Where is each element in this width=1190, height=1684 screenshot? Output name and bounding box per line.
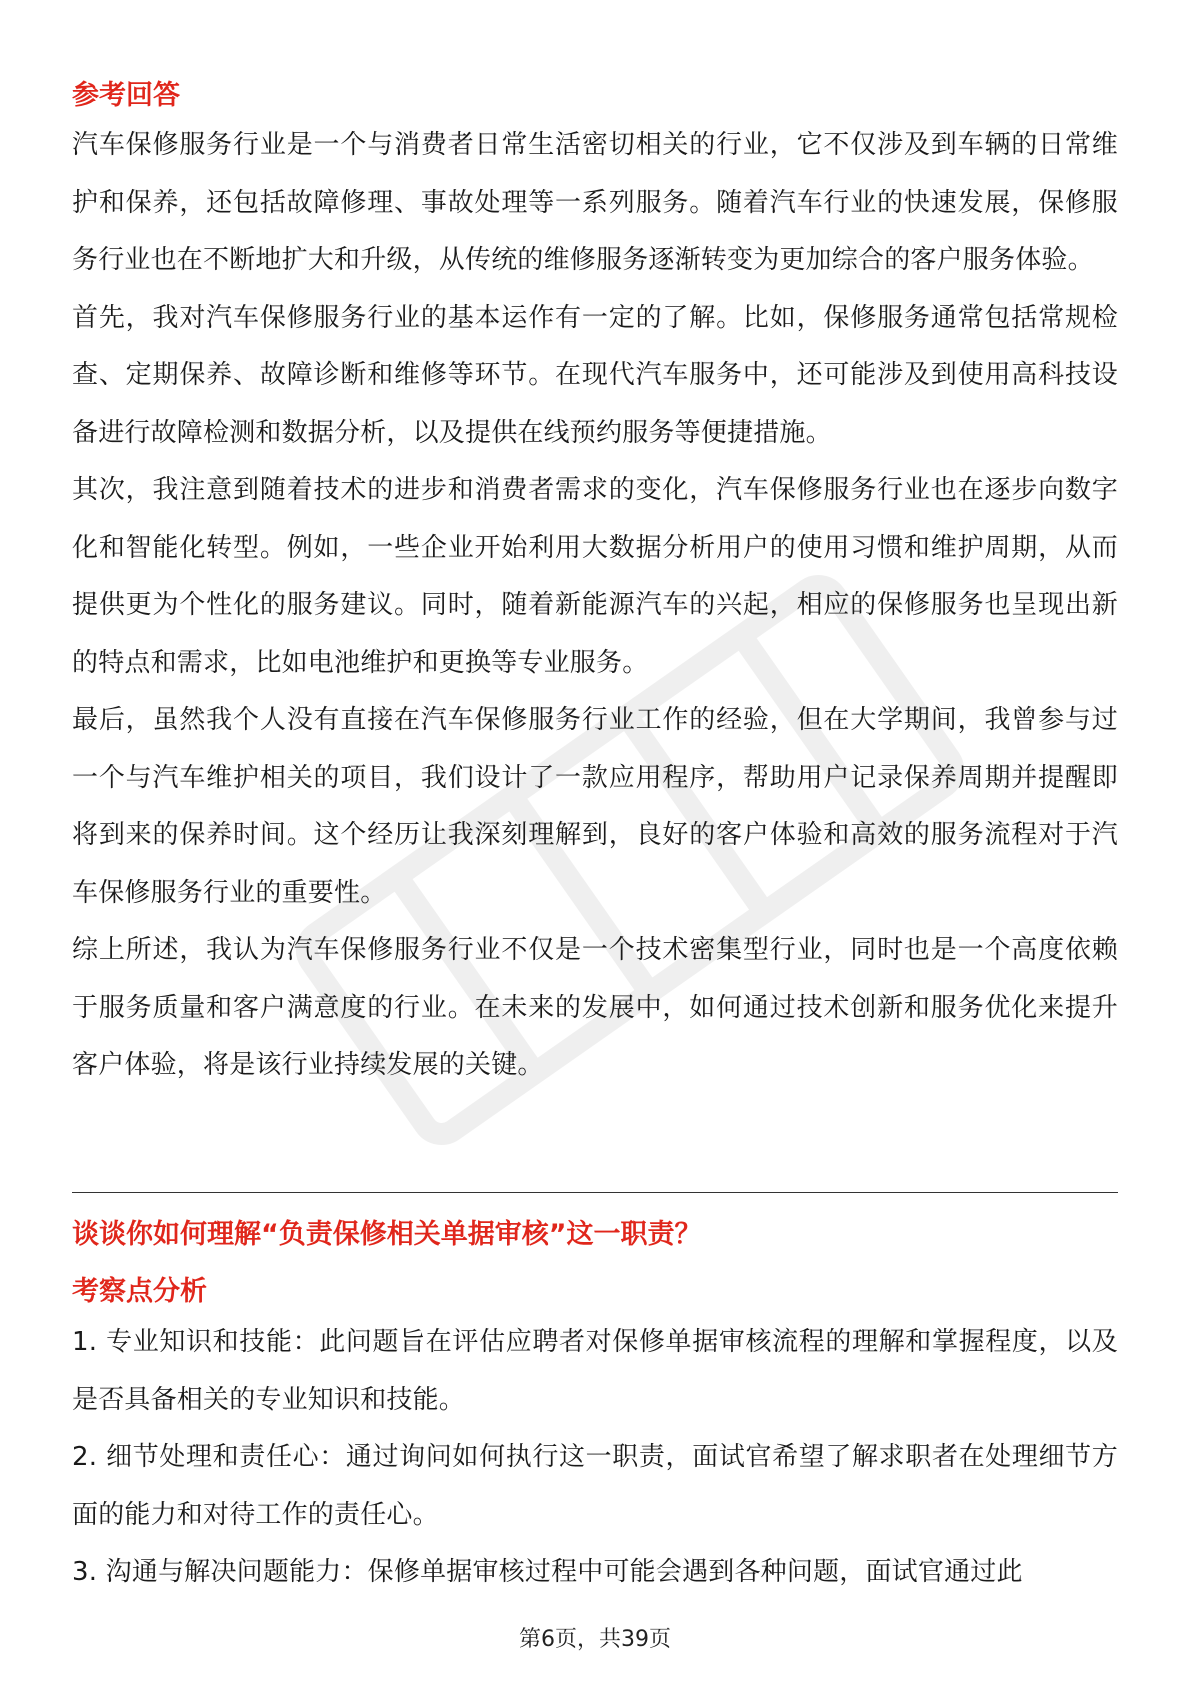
paragraph-5: 综上所述，我认为汽车保修服务行业不仅是一个技术密集型行业，同时也是一个高度依赖于服务质量和客户满意度的行业。在未来的发展中，如何通过技术创新和服务优化来提升客户体验，将是该行业持续发展的关键。	[72, 935, 1118, 1080]
analysis-point-1: 1. 专业知识和技能：此问题旨在评估应聘者对保修单据审核流程的理解和掌握程度，以及是否具备相关的专业知识和技能。	[72, 1327, 1118, 1415]
answer-body	[72, 117, 1118, 1095]
analysis-point-3: 3. 沟通与解决问题能力：保修单据审核过程中可能会遇到各种问题，面试官通过此	[72, 1557, 1023, 1587]
section-heading-reference-answer: 参考回答	[72, 80, 180, 111]
section-divider	[72, 1192, 1118, 1193]
page-number: 第6页，共39页	[519, 1627, 671, 1652]
paragraph-4: 最后，虽然我个人没有直接在汽车保修服务行业工作的经验，但在大学期间，我曾参与过一个与汽车维护相关的项目，我们设计了一款应用程序，帮助用户记录保养周期并提醒即将到来的保养时间。这个经历让我深刻理解到，良好的客户体验和高效的服务流程对于汽车保修服务行业的重要性。	[72, 705, 1118, 908]
paragraph-2: 首先，我对汽车保修服务行业的基本运作有一定的了解。比如，保修服务通常包括常规检查、定期保养、故障诊断和维修等环节。在现代汽车服务中，还可能涉及到使用高科技设备进行故障检测和数据分析，以及提供在线预约服务等便捷措施。	[72, 302, 1118, 448]
paragraph-3: 其次，我注意到随着技术的进步和消费者需求的变化，汽车保修服务行业也在逐步向数字化和智能化转型。例如，一些企业开始利用大数据分析用户的使用习惯和维护周期，从而提供更为个性化的服务建议。同时，随着新能源汽车的兴起，相应的保修服务也呈现出新的特点和需求，比如电池维护和更换等专业服务。	[72, 475, 1118, 678]
analysis-heading: 考察点分析	[72, 1276, 207, 1307]
question-title: 谈谈你如何理解“负责保修相关单据审核”这一职责？	[72, 1219, 702, 1250]
analysis-points	[72, 1314, 1118, 1602]
paragraph-1: 汽车保修服务行业是一个与消费者日常生活密切相关的行业，它不仅涉及到车辆的日常维护和保养，还包括故障修理、事故处理等一系列服务。随着汽车行业的快速发展，保修服务行业也在不断地扩大和升级，从传统的维修服务逐渐转变为更加综合的客户服务体验。	[72, 130, 1118, 275]
analysis-point-2: 2. 细节处理和责任心：通过询问如何执行这一职责，面试官希望了解求职者在处理细节方面的能力和对待工作的责任心。	[72, 1442, 1118, 1530]
